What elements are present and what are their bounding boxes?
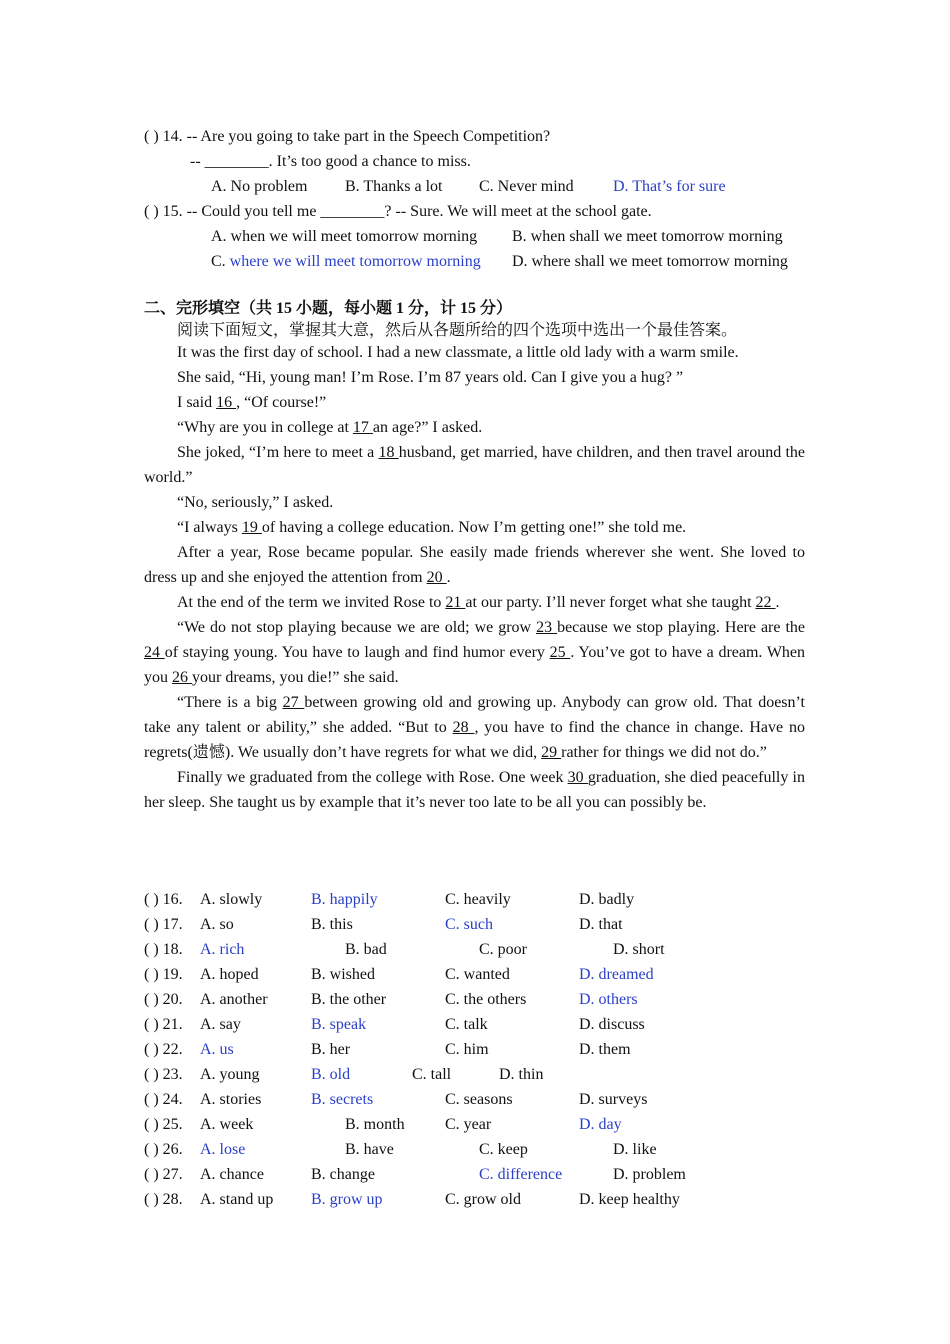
q15-option-c-text: where we will meet tomorrow morning	[229, 253, 481, 270]
passage-text: . You’ve got to have a dream. When you	[144, 644, 806, 686]
answer-row-number: ( ) 22.	[144, 1041, 183, 1058]
answer-option-a: A. slowly	[200, 891, 263, 908]
answer-option-d: D. day	[579, 1116, 622, 1133]
answer-option-c: C. grow old	[445, 1191, 521, 1208]
passage-text: .	[775, 594, 780, 611]
answer-option-d: D. short	[613, 941, 665, 958]
q14-option-a: A. No problem	[211, 178, 308, 195]
blank-26: 26	[172, 669, 192, 686]
answer-option-b: B. bad	[345, 941, 387, 958]
passage-text: Finally we graduated from the college with Rose. One week	[177, 769, 568, 786]
blank-20: 20	[426, 569, 447, 586]
passage-text: At the end of the term we invited Rose to	[177, 594, 446, 611]
passage-paragraph	[144, 390, 805, 415]
passage-paragraph	[144, 765, 805, 815]
q15-option-a: A. when we will meet tomorrow morning	[211, 228, 478, 245]
passage-text: rather for things we did not do.”	[561, 744, 767, 761]
section-heading: 二、完形填空（共 15 小题，每小题 1 分，计 15 分）	[144, 300, 513, 317]
answer-option-b: B. grow up	[311, 1191, 383, 1208]
answer-option-b: B. month	[345, 1116, 405, 1133]
answer-option-c: C. year	[445, 1116, 492, 1133]
blank-16: 16	[216, 394, 237, 411]
passage-text: “I always	[177, 519, 242, 536]
passage-text: “Why are you in college at	[177, 419, 353, 436]
answer-option-a: A. young	[200, 1066, 260, 1083]
answer-option-d: D. surveys	[579, 1091, 648, 1108]
answer-option-c: C. such	[445, 916, 493, 933]
answer-row-number: ( ) 24.	[144, 1091, 183, 1108]
answer-row-number: ( ) 20.	[144, 991, 183, 1008]
passage-paragraph	[144, 440, 805, 490]
answer-option-c: C. talk	[445, 1016, 488, 1033]
answer-option-d: D. problem	[613, 1166, 686, 1183]
passage-text: “There is a big	[177, 694, 283, 711]
answer-option-c: C. difference	[479, 1166, 563, 1183]
answer-option-c: C. poor	[479, 941, 527, 958]
blank-19: 19	[241, 519, 262, 536]
passage-text: of having a college education. Now I’m getting one!” she told me.	[261, 519, 687, 536]
answer-row-number: ( ) 27.	[144, 1166, 183, 1183]
answer-row-number: ( ) 21.	[144, 1016, 183, 1033]
answer-row-number: ( ) 17.	[144, 916, 183, 933]
answer-option-a: A. so	[200, 916, 234, 933]
answer-option-d: D. discuss	[579, 1016, 645, 1033]
q15-option-c	[211, 251, 481, 273]
passage-text: graduation, she died peacefully in her sleep. She taught us by example that it’s never too late to be all you can possibly be.	[144, 769, 806, 811]
passage-paragraph	[144, 690, 805, 765]
blank-27: 27	[282, 694, 305, 711]
answer-row-number: ( ) 19.	[144, 966, 183, 983]
answer-option-c: C. him	[445, 1041, 489, 1058]
answer-option-d: D. badly	[579, 891, 635, 908]
answer-option-d: D. that	[579, 916, 623, 933]
answer-row-number: ( ) 23.	[144, 1066, 183, 1083]
answer-option-a: A. say	[200, 1016, 241, 1033]
answer-row-number: ( ) 26.	[144, 1141, 183, 1158]
answer-option-a: A. rich	[200, 941, 245, 958]
q14-option-d: D. That’s for sure	[613, 178, 726, 195]
answer-row-number: ( ) 28.	[144, 1191, 183, 1208]
answer-option-a: A. stories	[200, 1091, 262, 1108]
passage-text: I said	[177, 394, 217, 411]
answer-option-b: B. happily	[311, 891, 378, 908]
answer-option-d: D. like	[613, 1141, 657, 1158]
answer-row-number: ( ) 25.	[144, 1116, 183, 1133]
passage-text: , “Of course!”	[236, 394, 327, 411]
passage-paragraph	[144, 615, 805, 690]
passage-text: an age?” I asked.	[372, 419, 483, 436]
answer-option-d: D. others	[579, 991, 638, 1008]
blank-21: 21	[445, 594, 466, 611]
answer-option-b: B. speak	[311, 1016, 367, 1033]
passage-text: After a year, Rose became popular. She easily made friends wherever she went. She loved to dress up and she enjoyed the attention from	[144, 544, 805, 586]
passage-text: husband, get married, have children, and then travel around the world.”	[144, 444, 806, 486]
passage-text: at our party. I’ll never forget what she taught	[465, 594, 756, 611]
answer-option-a: A. chance	[200, 1166, 264, 1183]
passage-text: of staying young. You have to laugh and find humor every	[164, 644, 550, 661]
answer-option-c: C. the others	[445, 991, 527, 1008]
q14-reply: -- ________. It’s too good a chance to miss.	[190, 153, 471, 170]
section-instruction: 阅读下面短文，掌握其大意，然后从各题所给的四个选项中选出一个最佳答案。	[177, 322, 738, 339]
answer-option-a: A. us	[200, 1041, 234, 1058]
answer-option-b: B. have	[345, 1141, 394, 1158]
q15-stem: ( ) 15. -- Could you tell me ________? -- Sure. We will meet at the school gate.	[144, 203, 652, 220]
answer-option-a: A. week	[200, 1116, 254, 1133]
passage-text: She joked, “I’m here to meet a	[177, 444, 379, 461]
q14-option-c: C. Never mind	[479, 178, 574, 195]
blank-24: 24	[144, 644, 165, 661]
q14-stem: ( ) 14. -- Are you going to take part in the Speech Competition?	[144, 128, 551, 145]
passage-text: your dreams, you die!” she said.	[192, 669, 399, 686]
passage-paragraph	[144, 415, 805, 440]
passage-text: because we stop playing. Here are the	[557, 619, 806, 636]
answer-option-d: D. thin	[499, 1066, 544, 1083]
passage-paragraph: It was the first day of school. I had a new classmate, a little old lady with a warm smile.	[177, 344, 739, 361]
answer-option-a: A. another	[200, 991, 268, 1008]
answer-option-c: C. wanted	[445, 966, 510, 983]
blank-30: 30	[567, 769, 588, 786]
passage-paragraph	[144, 515, 805, 540]
answer-option-b: B. change	[311, 1166, 375, 1183]
q14-option-b: B. Thanks a lot	[345, 178, 443, 195]
cloze-passage	[144, 340, 805, 815]
blank-17: 17	[352, 419, 373, 436]
answer-option-d: D. them	[579, 1041, 631, 1058]
answer-option-c: C. seasons	[445, 1091, 513, 1108]
answer-option-d: D. keep healthy	[579, 1191, 680, 1208]
blank-23: 23	[536, 619, 558, 636]
answer-option-b: B. the other	[311, 991, 387, 1008]
answer-option-c: C. keep	[479, 1141, 528, 1158]
answer-option-b: B. wished	[311, 966, 375, 983]
passage-text: between growing old and growing up. Anybody can grow old. That doesn’t take any talent or ability,” she added. “But to	[144, 694, 806, 736]
blank-22: 22	[755, 594, 776, 611]
answer-option-a: A. stand up	[200, 1191, 274, 1208]
passage-paragraph	[144, 540, 805, 590]
blank-25: 25	[549, 644, 571, 661]
answer-option-b: B. old	[311, 1066, 351, 1083]
answer-option-d: D. dreamed	[579, 966, 654, 983]
answer-row-number: ( ) 16.	[144, 891, 183, 908]
answer-row-number: ( ) 18.	[144, 941, 183, 958]
passage-text: , you have to find the chance in change. Have no regrets(遗憾). We usually don’t have regrets for what we did,	[144, 719, 805, 761]
answer-option-a: A. lose	[200, 1141, 246, 1158]
answer-option-a: A. hoped	[200, 966, 259, 983]
answer-option-b: B. secrets	[311, 1091, 374, 1108]
passage-paragraph	[144, 590, 805, 615]
passage-paragraph: She said, “Hi, young man! I’m Rose. I’m 87 years old. Can I give you a hug? ”	[177, 369, 684, 386]
blank-28: 28	[452, 719, 475, 736]
q15-option-b: B. when shall we meet tomorrow morning	[512, 228, 783, 245]
answer-option-c: C. tall	[412, 1066, 452, 1083]
answer-option-b: B. her	[311, 1041, 351, 1058]
blank-29: 29	[541, 744, 562, 761]
q15-option-c-letter: C.	[211, 253, 230, 270]
passage-paragraph: “No, seriously,” I asked.	[177, 494, 334, 511]
q15-option-d: D. where shall we meet tomorrow morning	[512, 253, 788, 270]
passage-text: “We do not stop playing because we are old; we grow	[177, 619, 537, 636]
passage-text: .	[446, 569, 451, 586]
answer-option-b: B. this	[311, 916, 353, 933]
blank-18: 18	[378, 444, 399, 461]
answer-option-c: C. heavily	[445, 891, 511, 908]
